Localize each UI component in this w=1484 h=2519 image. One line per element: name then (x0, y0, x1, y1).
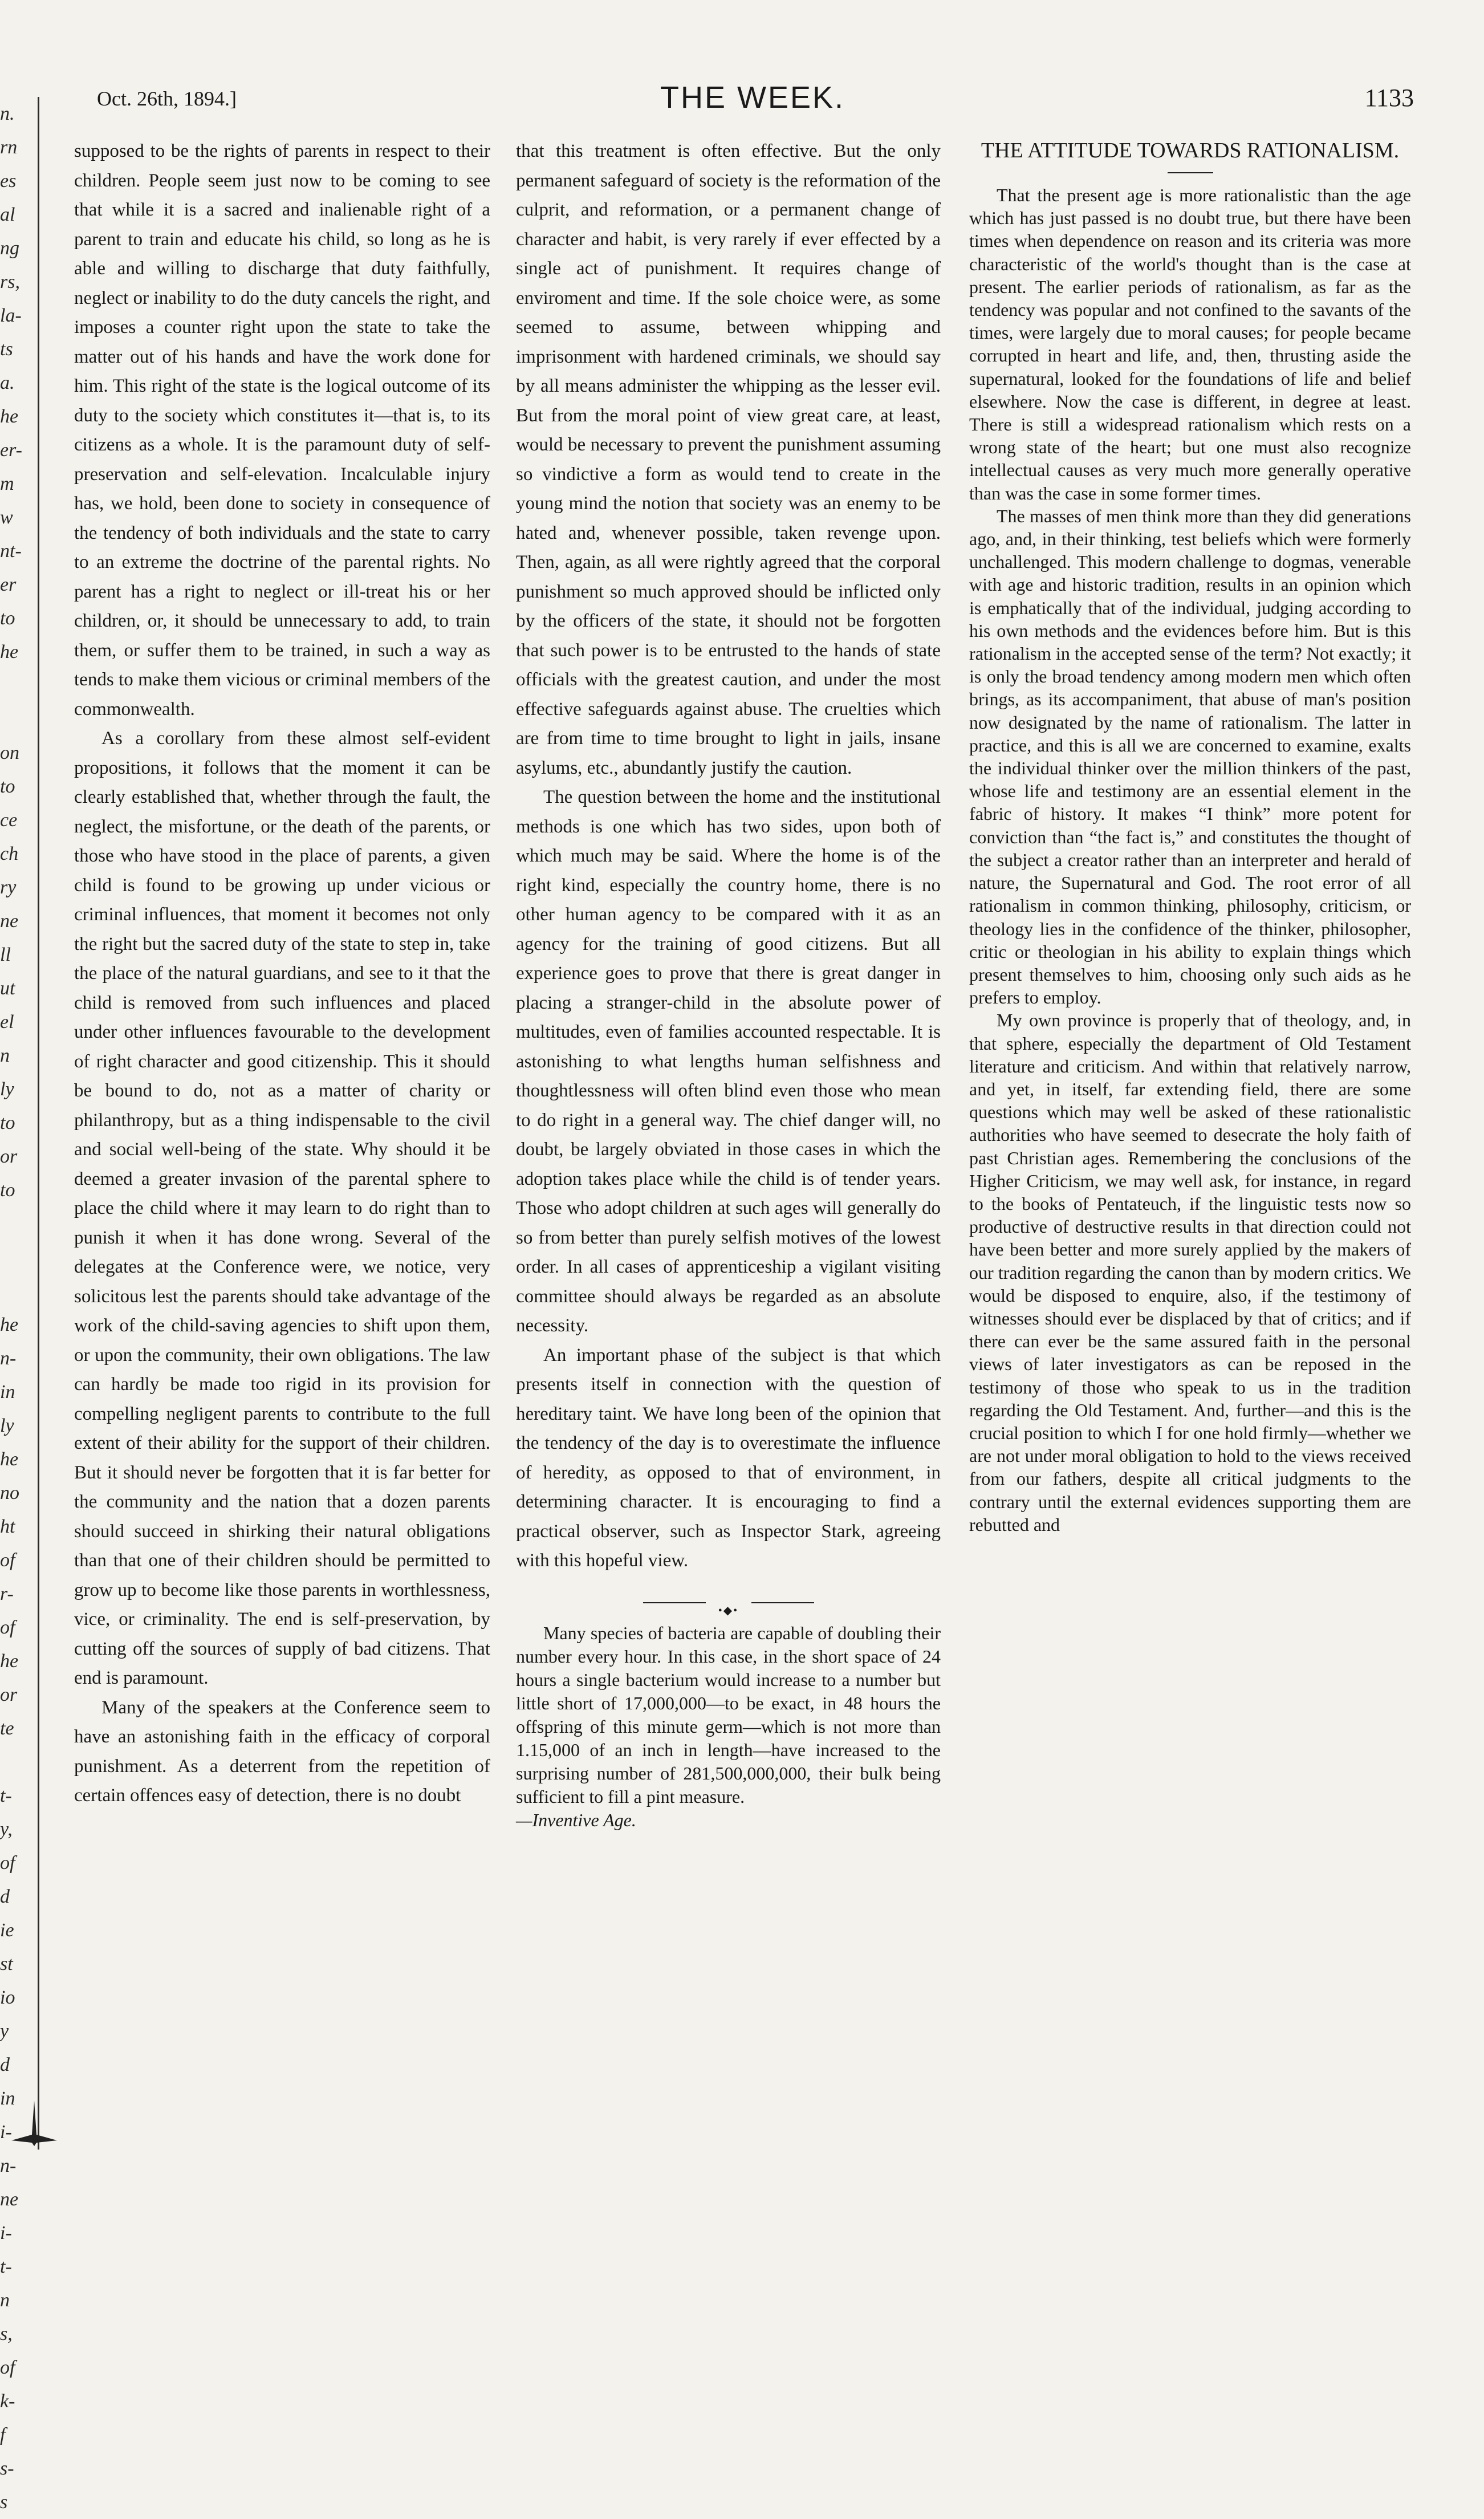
gutter-fragment (0, 1745, 34, 1779)
binding-mark-icon (11, 2100, 57, 2146)
gutter-fragment: es (0, 170, 17, 192)
gutter-fragment: no (0, 1482, 19, 1504)
gutter-fragment: a. (0, 372, 15, 393)
gutter-fragment: nt- (0, 541, 22, 562)
gutter-fragment: of (0, 2357, 15, 2378)
gutter-fragment (0, 702, 34, 736)
gutter-fragment: he (0, 1314, 19, 1335)
gutter-fragment: ie (0, 1920, 14, 1941)
column-1 (74, 137, 490, 1811)
gutter-fragment: rn (0, 137, 18, 158)
gutter-fragment: la- (0, 305, 22, 326)
paragraph: The masses of men think more than they did generations ago, and, in their thinking, test beliefs which were formerly unchallenged. This modern challenge to dogmas, venerable with age and historic tradition, results in an opinion which is emphatically that of the individual, judging according to his own methods and the evidences before him. But is this rationalism in the accepted sense of the term? Not exactly; it is only the broad tendency among modern men which often brings, as its accompaniment, that abuse of man's position now designated by the name of rationalism. The latter in practice, and this is all we are concerned to examine, exalts the individual thinker over the million thinkers of the past, whose life and testimony are an essential element in the fabric of history. It makes “I think” more potent for conviction than “the fact is,” and constitutes the thought of the subject a creator rather than an interpreter and herald of nature, the Supernatural and God. The root error of all rationalism in common thinking, philosophy, criticism, or theology lies in the confidence of the thinker, philosopher, critic or theologian in his ability to explain things which present themselves to him, choosing only such aids as he prefers to employ. (969, 505, 1411, 1008)
gutter-fragment: or (0, 1146, 18, 1167)
gutter-fragment: ly (0, 1079, 14, 1100)
gutter-fragment: on (0, 742, 19, 763)
gutter-fragment: y, (0, 1819, 13, 1840)
bacteria-note-text: Many species of bacteria are capable of doubling their number every hour. In this case, in the short space of 24 hours a single bacterium would increase to a number but little short of 17,000,000—to be exact, in 48 hours the offspring of this minute germ—which is not more than 1.15,000 of an inch in length—have increased to the surprising number of 281,500,000,000, their bulk being sufficient to fill a pint measure. (516, 1622, 941, 1807)
paragraph: As a corollary from these almost self-evident propositions, it follows that the moment it can be clearly established that, whether through the fault, the neglect, the misfortune, or the death of the parents, or those who have stood in the place of parents, a given child is found to be growing up under vicious or criminal influences, that moment it becomes not only the right but the sacred duty of the state to step in, take the place of the natural guardians, and see to it that the child is removed from such influences and placed under other influences favourable to the development of right character and good citizenship. This it should be bound to do, not as a matter of charity or philanthropy, but as a thing indispensable to the civil and social well-being of the state. Why should it be deemed a greater invasion of the parental sphere to place the child where it may learn to do right than to punish it when it has done wrong. Several of the delegates at the Conference were, we notice, very solicitous lest the parents should take advantage of the work of the child-saving agencies to shift upon them, or upon the community, their own obligations. The law can hardly be made too rigid in its provision for compelling negligent parents to contribute to the full extent of their ability for the support of their children. But it should never be forgotten that it is far better for the community and the nation that a dozen parents should succeed in shirking their natural obligations than that one of their children should be permitted to grow up to become like those parents in worthlessness, vice, or criminality. The end is self-preservation, by cutting off the sources of supply of bad citizens. That end is paramount. (74, 728, 490, 1688)
gutter-fragment: el (0, 1011, 14, 1033)
gutter-fragment: to (0, 1180, 15, 1201)
gutter-fragment: he (0, 1449, 19, 1470)
issue-date: Oct. 26th, 1894.] (97, 87, 237, 110)
gutter-fragment: te (0, 1718, 14, 1739)
gutter-fragment: of (0, 1550, 15, 1571)
gutter-fragment: m (0, 473, 14, 494)
left-margin-fragments (0, 97, 34, 2513)
paragraph: That the present age is more rationalistic than the age which has just passed is no doubt true, but there have been times when dependence on reason and its criteria was more characteristic of the world's thought than is the case at present. The earlier periods of rationalism, as far as the tendency was popular and not confined to the savants of the times, were largely due to moral causes; for people became corrupted in heart and life, and, then, thrusting aside the supernatural, looked for the foundations of life and belief elsewhere. Now the case is different, in degree at least. There is still a widespread rationalism which rests on a wrong state of the heart; but one must also recognize intellectual causes as very much more generally operative than was the case in some former times. (969, 185, 1411, 503)
gutter-fragment: n (0, 1045, 10, 1066)
gutter-fragment: in (0, 1382, 15, 1403)
gutter-fragment: er (0, 574, 17, 595)
paragraph: that this treatment is often effective. But the only permanent safeguard of society is the reformation of the culprit, and reformation, or a permanent change of character and habit, is very rarely if ever effected by a single act of punishment. It requires change of enviroment and time. If the sole choice were, as some seemed to assume, between whipping and imprisonment with hardened criminals, we should say by all means administer the whipping as the lesser evil. But from the moral point of view great care, at least, would be necessary to prevent the punishment assuming so vindictive a form as would tend to create in the young mind the notion that society was an enemy to be hated and, whenever possible, taken revenge upon. Then, again, as all were rightly agreed that the corporal punishment so much approved should be inflicted only by the officers of the state, it should not be forgotten that such power is to be entrusted to the hands of state officials with the greatest caution, and under the most effective safeguards against abuse. The cruelties which are from time to time brought to light in jails, insane asylums, etc., abundantly justify the caution. (516, 141, 941, 778)
gutter-fragment: st (0, 1953, 13, 1974)
gutter-fragment: of (0, 1617, 15, 1638)
gutter-fragment: d (0, 2054, 10, 2075)
gutter-fragment: n. (0, 103, 15, 124)
gutter-fragment: f (0, 2424, 6, 2445)
column-2 (516, 137, 941, 1832)
paragraph: The question between the home and the institutional methods is one which has two sides, upon both of which much may be said. Where the home is of the right kind, especially the country home, there is no other human agency to be compared with it as an agency for the training of good citizens. But all experience goes to prove that there is great danger in placing a stranger-child in the absolute power of multitudes, even of families accounted respectable. It is astonishing to what lengths human selfishness and thoughtlessness will often blind even those who mean to do right in a general way. The chief danger will, no doubt, be largely obviated in those cases in which the adoption takes place while the child is of tender years. Those who adopt children at such ages will generally do so from better than purely selfish motives of the lowest order. In all cases of apprenticeship a vigilant visiting committee should always be regarded as an absolute necessity. (516, 787, 941, 1336)
gutter-fragment: ut (0, 978, 15, 999)
gutter-fragment (0, 1207, 34, 1241)
gutter-fragment (0, 669, 34, 702)
section-separator: •◆• (643, 1596, 814, 1608)
paragraph: supposed to be the rights of parents in respect to their children. People seem just now to be coming to see that while it is a sacred and inalienable right of a parent to train and educate his child, so long as he is able and willing to discharge that duty faithfully, neglect or inability to do the duty cancels the right, and imposes a counter right upon the state to take the matter out of his hands and have the work done for him. This right of the state is the logical outcome of its duty to the society which constitutes it—that is, to its citizens as a whole. It is the paramount duty of self-preservation and self-elevation. Incalculable injury has, we hold, been done to society in consequence of the tendency of both individuals and the state to carry to an extreme the doctrine of the parental rights. No parent has a right to neglect or ill-treat his or her children, or, it should be unnecessary to add, to train them, or suffer them to be trained, in such a way as tends to make them vicious or criminal members of the commonwealth. (74, 141, 490, 720)
page-number: 1133 (1364, 84, 1414, 112)
gutter-fragment: ne (0, 2189, 19, 2210)
paragraph: Many of the speakers at the Conference seem to have an astonishing faith in the efficacy of corporal punishment. As a deterrent from the repetition of certain offences easy of detection, there is no doubt (74, 1697, 490, 1806)
gutter-fragment: to (0, 608, 15, 629)
gutter-fragment: ly (0, 1415, 14, 1436)
gutter-fragment: i- (0, 2122, 12, 2143)
column-3 (969, 137, 1411, 1536)
gutter-fragment: he (0, 1651, 19, 1672)
gutter-fragment: ne (0, 911, 19, 932)
gutter-fragment: t- (0, 1785, 12, 1806)
gutter-fragment: s, (0, 2323, 13, 2345)
gutter-fragment: k- (0, 2391, 15, 2412)
gutter-fragment: ts (0, 339, 13, 360)
gutter-fragment: ng (0, 238, 19, 259)
gutter-fragment: ch (0, 843, 19, 864)
gutter-fragment: ry (0, 877, 17, 898)
gutter-fragment (0, 1241, 34, 1274)
bacteria-note (516, 1622, 941, 1832)
gutter-fragment: r- (0, 1583, 14, 1604)
gutter-fragment: ce (0, 810, 18, 831)
gutter-fragment: al (0, 204, 15, 225)
gutter-fragment: i- (0, 2223, 12, 2244)
gutter-fragment: n- (0, 1348, 17, 1369)
paragraph: An important phase of the subject is that which presents itself in connection with the question of hereditary taint. We have long been of the opinion that the tendency of the day is to overestimate the influence of heredity, as opposed to that of environment, in determining character. It is encouraging to find a practical observer, such as Inspector Stark, agreeing with this hopeful view. (516, 1344, 941, 1571)
gutter-fragment: to (0, 1112, 15, 1133)
gutter-fragment: n- (0, 2155, 17, 2176)
gutter-fragment: y (0, 2021, 9, 2042)
gutter-fragment: of (0, 1852, 15, 1874)
gutter-fragment: s (0, 2492, 8, 2513)
page-header (91, 80, 1414, 131)
note-source: —Inventive Age. (516, 1809, 636, 1830)
gutter-fragment: t- (0, 2256, 12, 2277)
gutter-fragment: he (0, 641, 19, 663)
gutter-fragment: w (0, 507, 13, 528)
gutter-fragment: d (0, 1886, 10, 1907)
gutter-fragment: s- (0, 2458, 14, 2479)
page-edge-rule (38, 97, 39, 2150)
gutter-fragment: ht (0, 1516, 15, 1537)
gutter-fragment: he (0, 406, 19, 427)
gutter-fragment: in (0, 2088, 15, 2109)
publication-title: THE WEEK. (660, 80, 845, 115)
gutter-fragment: ll (0, 944, 11, 965)
gutter-fragment: er- (0, 440, 22, 461)
gutter-fragment: or (0, 1684, 18, 1705)
article-title: THE ATTITUDE TOWARDS RATIONALISM. (981, 139, 1400, 162)
gutter-fragment: io (0, 1987, 15, 2008)
gutter-fragment (0, 1274, 34, 1308)
gutter-fragment: rs, (0, 271, 20, 292)
title-underline (1168, 172, 1213, 173)
gutter-fragment: n (0, 2290, 10, 2311)
paragraph: My own province is properly that of theology, and, in that sphere, especially the department of Old Testament literature and criticism. And within that relatively narrow, and yet, in itself, far extending field, there are some questions which may well be asked of these rationalistic authorities who have seemed to desecrate the holy faith of past Christian ages. Remembering the conclusions of the Higher Criticism, we may well ask, for instance, in regard to the books of Pentateuch, if the linguistic tests now so productive of destructive results in that direction could not have been better and more surely applied by the makers of our tradition regarding the canon than by modern critics. We would be disposed to enquire, also, if the testimony of witnesses should ever be displaced by that of critics; and if there can ever be the same assured faith in the personal views of later investigators as can be reposed in the testimony of those who speak to us in the tradition regarding the Old Testament. And, further—and this is the crucial position to which I for one hold firmly—whether we are not under moral obligation to hold to the views received from our fathers, despite all critical judgments to the contrary until the external evidences supporting them are rebutted and (969, 1010, 1411, 1535)
gutter-fragment: to (0, 776, 15, 797)
